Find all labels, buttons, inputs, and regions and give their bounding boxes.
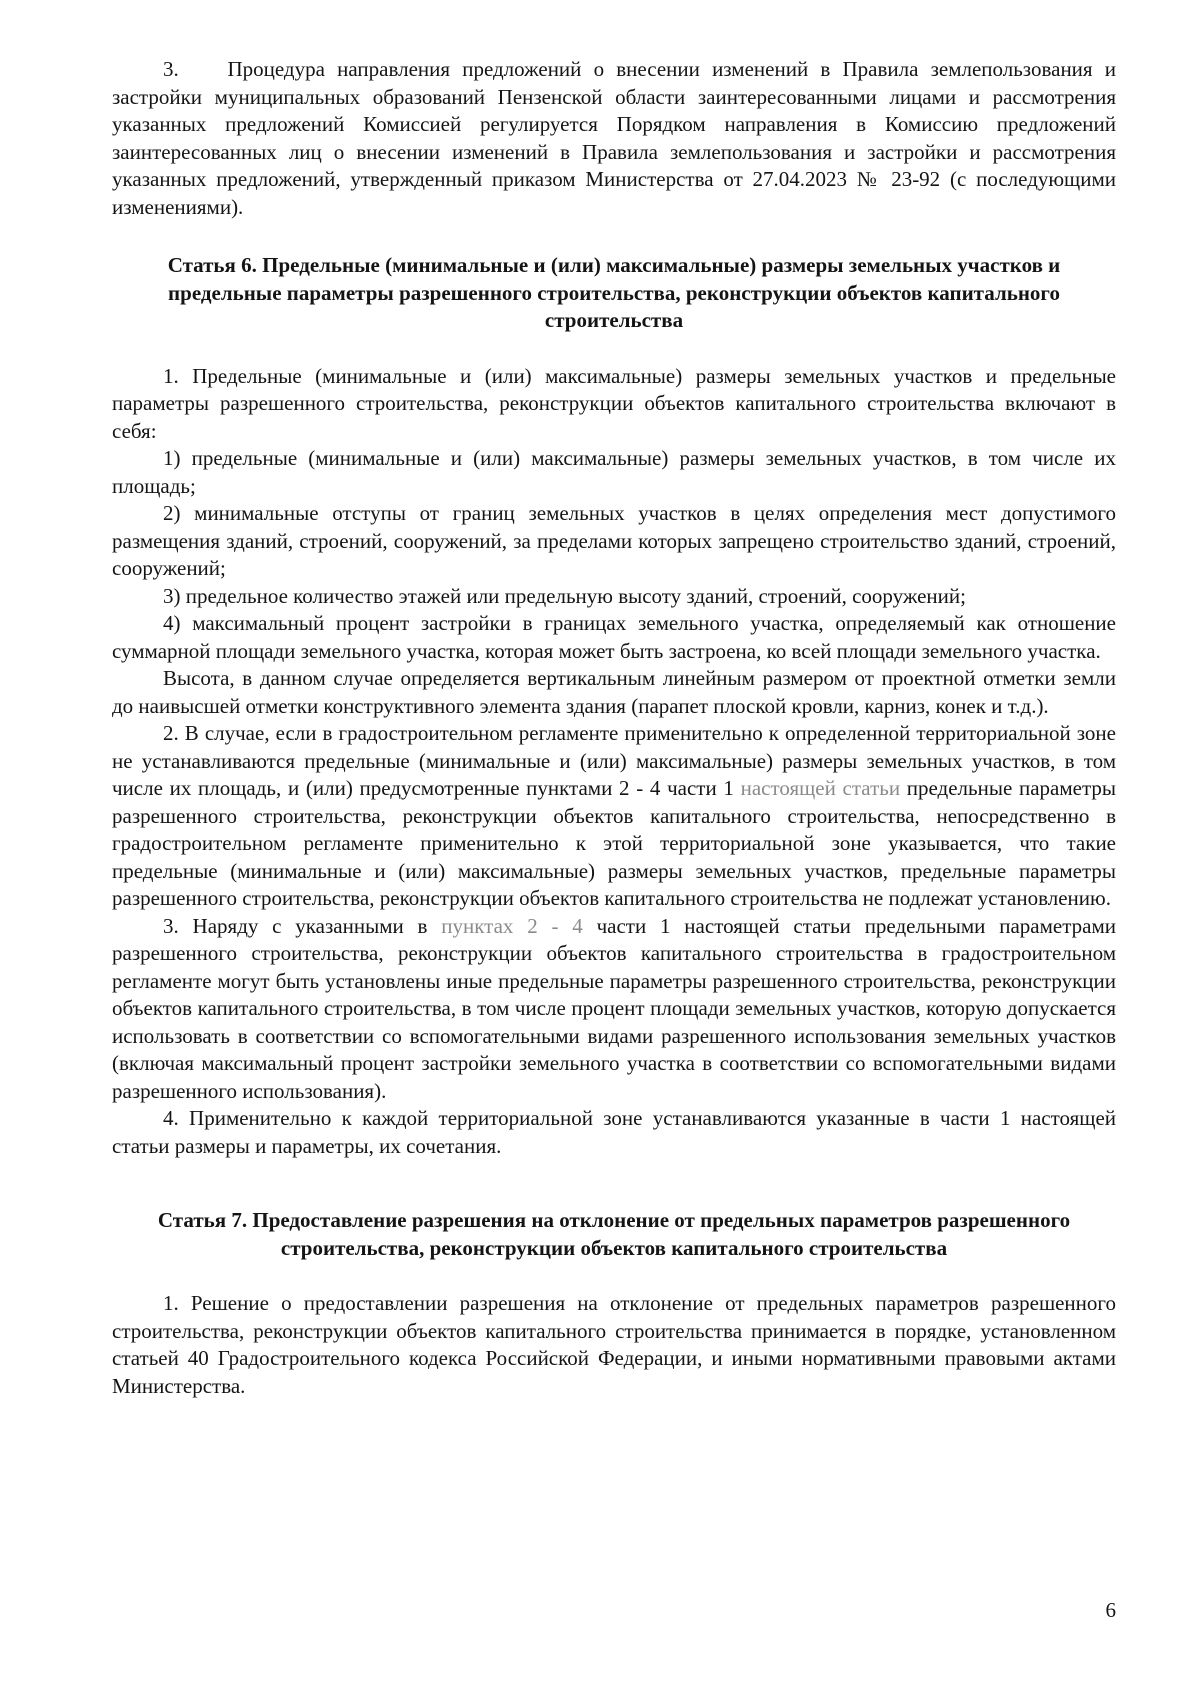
article-6-paragraph-4: 4. Применительно к каждой территориальной зоне устанавливаются указанные в части 1 настоящей статьи размеры и параметры, их сочетания. bbox=[112, 1106, 1116, 1158]
article-6-height-note: Высота, в данном случае определяется вертикальным линейным размером от проектной отметки земли до наивысшей отметки конструктивного элемента здания (парапет плоской кровли, карниз, конек и т.д.). bbox=[112, 666, 1116, 718]
article-6-paragraph-3 bbox=[112, 913, 1116, 1106]
faint-link-text: пунктах 2 - 4 bbox=[441, 913, 583, 938]
article-7-paragraph-1: 1. Решение о предоставлении разрешения на отклонение от предельных параметров разрешенного строительства, реконструкции объектов капитального строительства принимается в порядке, установленном статьей 40 Градостроительного кодекса Российской Федерации, и иными нормативными правовыми актами Министерства. bbox=[112, 1291, 1116, 1398]
article-6-paragraph-2 bbox=[112, 720, 1116, 913]
paragraph-procedure bbox=[112, 56, 1116, 221]
paragraph-2-text-b: предельные параметры разрешенного строительства, реконструкции объектов капитального строительства, непосредственно в градостроительном регламенте применительно к этой территориальной зоне указывается, что такие предельные (минимальные и (или) максимальные) размеры земельных участков, предельные параметры разрешенного строительства, реконструкции объектов капитального строительства не подлежат установлению. bbox=[112, 776, 1117, 910]
page-number: 6 bbox=[1105, 1598, 1116, 1622]
spacer bbox=[112, 335, 1116, 363]
article-7-heading: Статья 7. Предоставление разрешения на отклонение от предельных параметров разрешенного строительства, реконструкции объектов капитального строительства bbox=[157, 1208, 1071, 1260]
paragraph-number: 3. bbox=[163, 57, 179, 81]
document-page bbox=[112, 56, 1116, 1400]
article-6-item-4: 4) максимальный процент застройки в границах земельного участка, определяемый как отношение суммарной площади земельного участка, которая может быть застроена, ко всей площади земельного участка. bbox=[112, 611, 1116, 663]
paragraph-3-text-b: части 1 настоящей статьи предельными параметрами разрешенного строительства, реконструкции объектов капитального строительства в градостроительном регламенте могут быть установлены иные предельные параметры разрешенного строительства, реконструкции объектов капитального строительства, в том числе процент площади земельных участков, которую допускается использовать в соответствии со вспомогательными видами разрешенного использования земельных участков (включая максимальный процент застройки земельного участка в соответствии со вспомогательными видами разрешенного использования). bbox=[112, 913, 1116, 1103]
spacer bbox=[112, 1262, 1116, 1290]
spacer bbox=[112, 1160, 1116, 1207]
faint-link-text: настоящей статьи bbox=[740, 776, 901, 800]
article-6-item-1: 1) предельные (минимальные и (или) максимальные) размеры земельных участков, в том числе их площадь; bbox=[112, 446, 1116, 498]
article-6-heading: Статья 6. Предельные (минимальные и (или) максимальные) размеры земельных участков и предельные параметры разрешенного строительства, реконструкции объектов капитального строительства bbox=[167, 253, 1061, 332]
spacer bbox=[112, 221, 1116, 252]
article-6-paragraph-1: 1. Предельные (минимальные и (или) максимальные) размеры земельных участков и предельные параметры разрешенного строительства, реконструкции объектов капитального строительства включают в себя: bbox=[112, 363, 1116, 443]
article-6-item-2: 2) минимальные отступы от границ земельных участков в целях определения мест допустимого размещения зданий, строений, сооружений, за пределами которых запрещено строительство зданий, строений, сооружений; bbox=[112, 501, 1116, 580]
article-6-item-3: 3) предельное количество этажей или предельную высоту зданий, строений, сооружений; bbox=[163, 583, 966, 608]
paragraph-text: Процедура направления предложений о внесении изменений в Правила землепользования и застройки муниципальных образований Пензенской области заинтересованными лицами и рассмотрения указанных предложений Комиссией регулируется Порядком направления в Комиссию предложений заинтересованных лиц о внесении изменений в Правила землепользования и застройки и рассмотрения указанных предложений, утвержденный приказом Министерства от 27.04.2023 № 23-92 (с последующими изменениями). bbox=[112, 57, 1116, 219]
paragraph-3-text-a: 3. Наряду с указанными в bbox=[163, 913, 442, 938]
paragraph-2-text-a: 2. В случае, если в градостроительном регламенте применительно к определенной территориальной зоне не устанавливаются предельные (минимальные и (или) максимальные) размеры земельных участков, в том числе их площадь, и (или) предусмотренные пунктами 2 - 4 части 1 bbox=[112, 721, 1116, 800]
